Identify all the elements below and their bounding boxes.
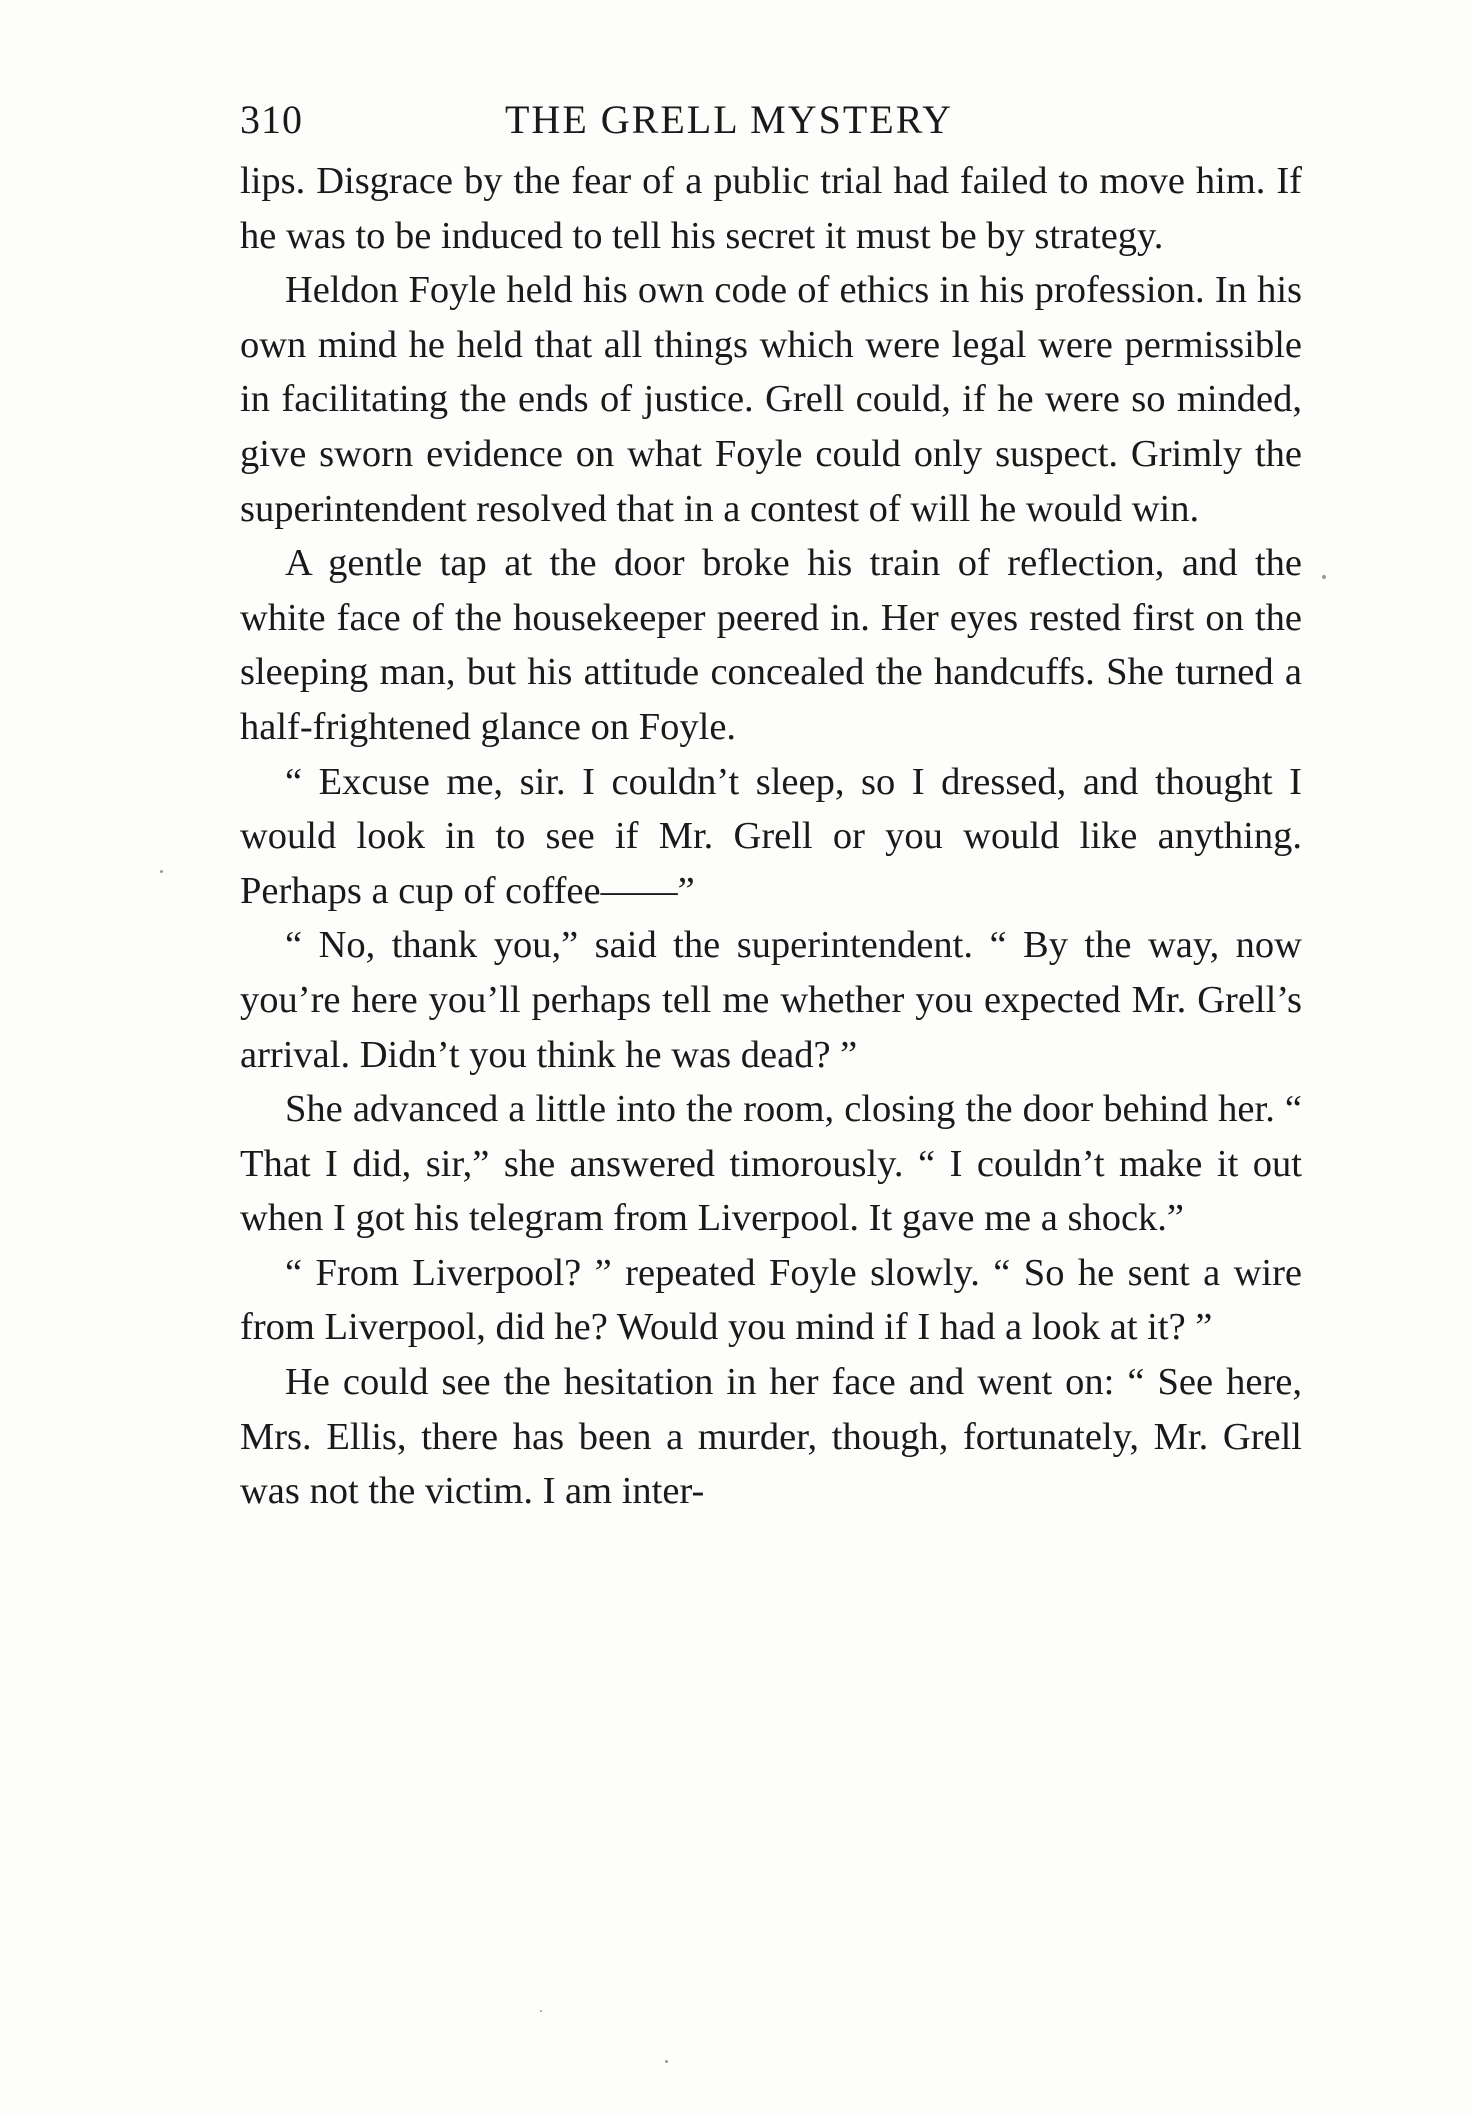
paragraph-continued: lips. Disgrace by the fear of a public trial had failed to move him. If he was to be induced to tell his secret it must be by strategy.	[240, 160, 1302, 257]
body-text	[240, 154, 1302, 1519]
paragraph: “ No, thank you,” said the superintendent. “ By the way, now you’re here you’ll perhaps tell me whether you expected Mr. Grell’s arrival. Didn’t you think he was dead? ”	[240, 924, 1302, 1076]
paragraph: She advanced a little into the room, closing the door behind her. “ That I did, sir,” she answered timorously. “ I couldn’t make it out when I got his telegram from Liverpool. It gave me a shock.”	[240, 1088, 1302, 1240]
scan-speck	[160, 870, 163, 873]
paragraph: A gentle tap at the door broke his train of reflection, and the white face of the housekeeper peered in. Her eyes rested first on the sleeping man, but his attitude concealed the handcuffs. She turned a half-frightened glance on Foyle.	[240, 542, 1302, 748]
paragraph: Heldon Foyle held his own code of ethics in his profession. In his own mind he held that all things which were legal were permissible in facilitating the ends of justice. Grell could, if he were so minded, give sworn evidence on what Foyle could only suspect. Grimly the superintendent resolved that in a contest of will he would win.	[240, 269, 1302, 530]
paragraph: “ Excuse me, sir. I couldn’t sleep, so I dressed, and thought I would look in to see if Mr. Grell or you would like anything. Perhaps a cup of coffee——”	[240, 760, 1302, 912]
running-head	[240, 90, 1302, 150]
book-title: THE GRELL MYSTERY	[505, 97, 954, 142]
page-number: 310	[240, 97, 303, 142]
book-page	[240, 90, 1302, 1519]
scan-speck	[1322, 575, 1326, 579]
scan-speck	[540, 2010, 542, 2012]
scan-speck	[665, 2060, 668, 2063]
paragraph: He could see the hesitation in her face and went on: “ See here, Mrs. Ellis, there has been a murder, though, fortunately, Mr. Grell was not the victim. I am inter-	[240, 1361, 1302, 1513]
paragraph: “ From Liverpool? ” repeated Foyle slowly. “ So he sent a wire from Liverpool, did he? Would you mind if I had a look at it? ”	[240, 1251, 1302, 1349]
